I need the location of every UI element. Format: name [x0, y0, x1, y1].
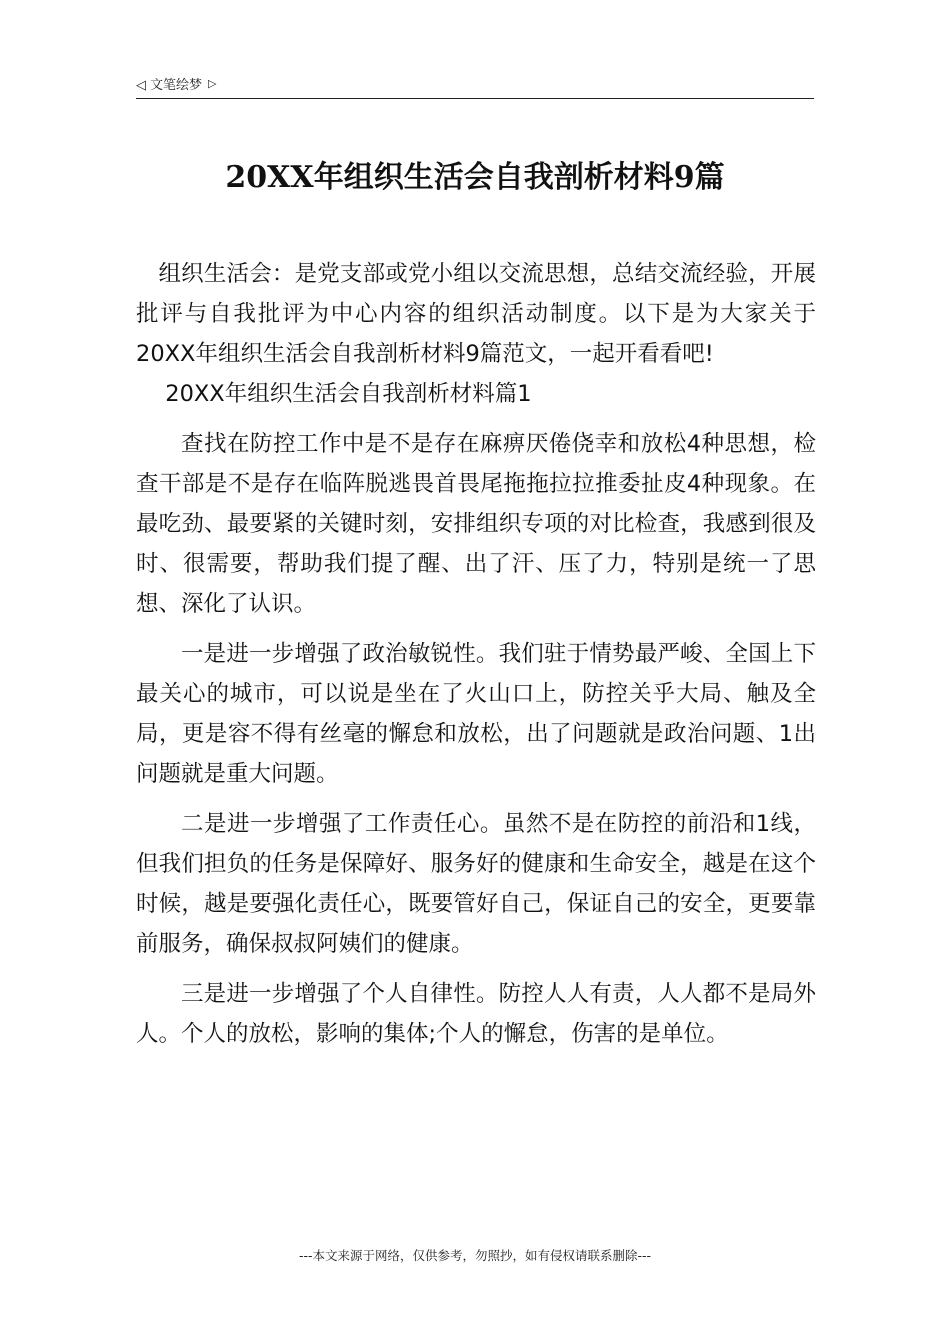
footer-disclaimer: ---本文来源于网络，仅供参考，勿照抄，如有侵权请联系删除---: [298, 1248, 652, 1263]
body-paragraph: 一是进一步增强了政治敏锐性。我们驻于情势最严峻、全国上下最关心的城市，可以说是坐在了火山口上，防控关乎大局、触及全局，更是容不得有丝毫的懈怠和放松，出了问题就是政治问题、1出问题就是重大问题。: [136, 641, 816, 787]
document-title: 20XX年组织生活会自我剖析材料9篇: [225, 160, 725, 195]
header-label: 文笔绘梦: [150, 78, 203, 93]
intro-paragraph: 组织生活会：是党支部或党小组以交流思想，总结交流经验，开展批评与自我批评为中心内容的组织活动制度。以下是为大家关于20XX年组织生活会自我剖析材料9篇范文，一起开看看吧!: [136, 261, 816, 367]
left-triangle-icon: ◁: [136, 78, 146, 93]
right-triangle-icon: ▷: [208, 77, 217, 90]
body-paragraph: 三是进一步增强了个人自律性。防控人人有责，人人都不是局外人。个人的放松，影响的集体;个人的懈怠，伤害的是单位。: [136, 981, 816, 1047]
body-paragraph: 查找在防控工作中是不是存在麻痹厌倦侥幸和放松4种思想，检查干部是不是存在临阵脱逃畏首畏尾拖拖拉拉推委扯皮4种现象。在最吃劲、最要紧的关键时刻，安排组织专项的对比检查，我感到很及时、很需要，帮助我们提了醒、出了汗、压了力，特别是统一了思想、深化了认识。: [136, 431, 816, 617]
page-header: [136, 74, 814, 99]
document-body: [136, 254, 816, 1064]
body-paragraph: 二是进一步增强了工作责任心。虽然不是在防控的前沿和1线，但我们担负的任务是保障好、服务好的健康和生命安全，越是在这个时候，越是要强化责任心，既要管好自己，保证自己的安全，更要靠前服务，确保叔叔阿姨们的健康。: [136, 811, 816, 957]
section-heading: 20XX年组织生活会自我剖析材料篇1: [165, 381, 532, 407]
